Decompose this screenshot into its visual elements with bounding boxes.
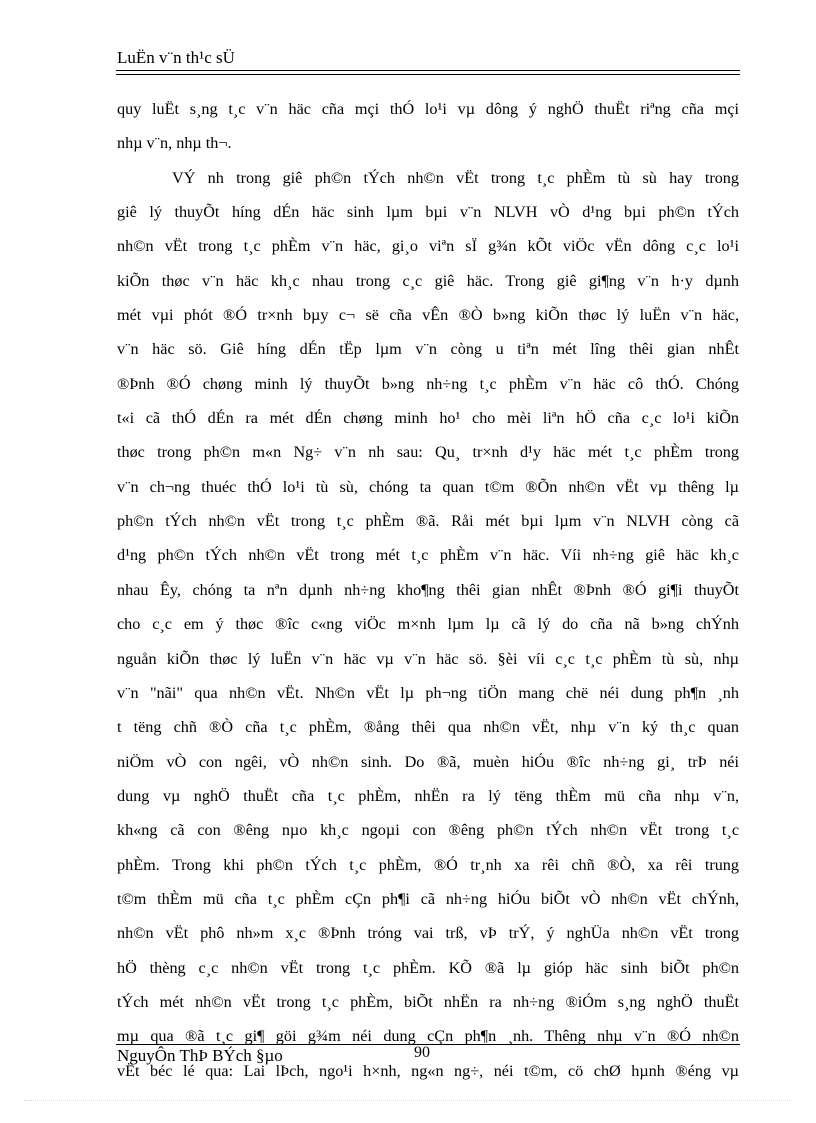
text-line: t©m thÈm mü cña t¸c phÈm cÇn ph¶i cã nh÷ng hiÓu biÕt vÒ nh©n vËt chÝnh, [117,889,739,908]
text-line: t«i cã thÓ dÉn ra mét dÉn chøng minh ho¹ cho mèi liªn hÖ cña c¸c lo¹i kiÕn [117,409,739,428]
text-line: nhµ v¨n, nhµ th¬. [117,134,232,153]
text-line: mµ qua ®ã t¸c gi¶ göi g¾m néi dung cÇn ph¶n ¸nh. Thêng nhµ v¨n ®Ó nh©n [117,1027,739,1046]
header-rule-thin [116,74,740,75]
header-rule-thick [116,70,740,71]
text-line: niÖm vÒ con ngêi, vÒ nh©n sinh. Do ®ã, muèn hiÓu ®îc nh÷ng gi¸ trÞ néi [117,752,739,771]
text-line: t tëng chñ ®Ò cña t¸c phÈm, ®ång thêi qua nh©n vËt, nhµ v¨n ký th¸c quan [117,718,739,737]
page-boundary-dotted-line [24,1100,792,1101]
text-line: kiÕn thøc v¨n häc kh¸c nhau trong c¸c giê häc. Trong giê gi¶ng v¨n h·y dµnh [117,271,739,290]
text-line: kh«ng cã con ®êng nµo kh¸c ngoµi con ®êng ph©n tÝch nh©n vËt trong t¸c [117,821,739,840]
text-line: quy luËt s¸ng t¸c v¨n häc cña mçi thÓ lo¹i vµ dông ý nghÖ thuËt riªng cña mçi [117,100,739,118]
text-line: nhau Êy, chóng ta nªn dµnh nh÷ng kho¶ng thêi gian nhÊt ®Þnh ®Ó gi¶i thuyÕt [117,580,739,599]
text-line: hÖ thèng c¸c nh©n vËt trong t¸c phÈm. KÕ ®ã lµ gióp häc sinh biÕt ph©n [117,958,739,977]
footer-author: NguyÔn ThÞ BÝch §µo [117,1046,283,1065]
text-line: giê lý thuyÕt híng dÉn häc sinh lµm bµi v¨n NLVH vÒ d¹ng bµi ph©n tÝch [117,203,739,222]
text-line: tÝch mét nh©n vËt trong t¸c phÈm, biÕt nhËn ra nh÷ng ®iÓm s¸ng nghÖ thuËt [117,992,739,1011]
text-line: v¨n häc sö. Giê híng dÉn tËp lµm v¨n còng u tiªn mét lîng thêi gian nhÊt [117,340,739,359]
text-line: phÈm. Trong khi ph©n tÝch t¸c phÈm, ®Ó tr¸nh xa rêi chñ ®Ò, xa rêi trung [117,855,739,874]
text-line: nh©n vËt phô nh»m x¸c ®Þnh tróng vai trß, vÞ trÝ, ý nghÜa nh©n vËt trong [117,924,739,943]
text-line: nguån kiÕn thøc lý luËn v¨n häc vµ v¨n häc sö. §èi víi c¸c t¸c phÈm tù sù, nhµ [117,649,739,668]
running-header-title: LuËn v¨n th¹c sÜ [117,48,235,67]
text-line: v¨n ch¬ng thuéc thÓ lo¹i tù sù, chóng ta quan t©m ®Õn nh©n vËt vµ thêng lµ [117,477,739,496]
text-line: mét vµi phót ®Ó tr×nh bµy c¬ së cña vÊn ®Ò b»ng kiÕn thøc lý luËn v¨n häc, [117,306,739,325]
text-line: vËt béc lé qua: Lai lÞch, ngo¹i h×nh, ng«n ng÷, néi t©m, cö chØ hµnh ®éng vµ [117,1061,739,1080]
text-line: ®Þnh ®Ó chøng minh lý thuyÕt b»ng nh÷ng t¸c phÈm v¨n häc cô thÓ. Chóng [117,374,739,393]
body-text [117,92,739,1088]
text-line: d¹ng ph©n tÝch nh©n vËt trong mét t¸c phÈm v¨n häc. Víi nh÷ng giê häc kh¸c [117,546,739,565]
text-line: thøc trong ph©n m«n Ng÷ v¨n nh sau: Qu¸ tr×nh d¹y häc mét t¸c phÈm trong [117,443,739,462]
page-number: 90 [414,1044,430,1061]
text-line: VÝ nh trong giê ph©n tÝch nh©n vËt trong t¸c phÈm tù sù hay trong [172,168,739,187]
text-line: nh©n vËt trong t¸c phÈm v¨n häc, gi¸o viªn sÏ g¾n kÕt viÖc vËn dông c¸c lo¹i [117,237,739,256]
text-line: v¨n "nãi" qua nh©n vËt. Nh©n vËt lµ ph¬ng tiÖn mang chë néi dung ph¶n ¸nh [117,683,739,702]
text-line: ph©n tÝch nh©n vËt trong t¸c phÈm ®ã. Råi mét bµi lµm v¨n NLVH còng cã [117,512,739,531]
text-line: dung vµ nghÖ thuËt cña t¸c phÈm, nhËn ra lý tëng thÈm mü cña nhµ v¨n, [117,786,739,805]
text-line: cho c¸c em ý thøc ®îc c«ng viÖc m×nh lµm lµ cã lý do cña nã b»ng chÝnh [117,615,739,634]
